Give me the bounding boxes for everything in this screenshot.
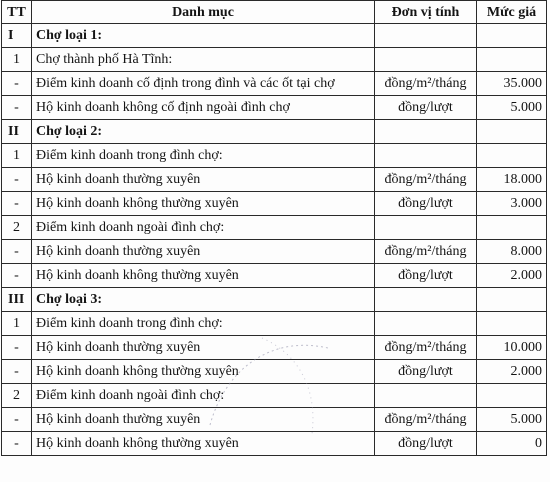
cell-price: 35.000 xyxy=(477,72,547,96)
cell-tt: 2 xyxy=(2,216,32,240)
cell-unit xyxy=(375,312,477,336)
cell-tt: - xyxy=(2,168,32,192)
market-fee-table xyxy=(1,0,547,456)
table-row xyxy=(2,432,547,456)
cell-tt: - xyxy=(2,96,32,120)
cell-unit: đồng/lượt xyxy=(375,432,477,456)
cell-tt: - xyxy=(2,72,32,96)
cell-unit: đồng/lượt xyxy=(375,96,477,120)
header-row xyxy=(2,1,547,24)
cell-unit xyxy=(375,24,477,48)
cell-category: Hộ kinh doanh thường xuyên xyxy=(32,408,375,432)
header-category: Danh mục xyxy=(32,1,375,24)
cell-unit xyxy=(375,216,477,240)
cell-unit: đồng/lượt xyxy=(375,264,477,288)
table-row xyxy=(2,96,547,120)
cell-unit xyxy=(375,288,477,312)
cell-tt: 1 xyxy=(2,312,32,336)
cell-category: Hộ kinh doanh thường xuyên xyxy=(32,168,375,192)
cell-price: 5.000 xyxy=(477,408,547,432)
cell-tt: II xyxy=(2,120,32,144)
cell-category: Hộ kinh doanh không thường xuyên xyxy=(32,432,375,456)
cell-price xyxy=(477,120,547,144)
cell-tt: - xyxy=(2,336,32,360)
cell-category: Chợ thành phố Hà Tĩnh: xyxy=(32,48,375,72)
cell-tt: - xyxy=(2,240,32,264)
cell-price: 0 xyxy=(477,432,547,456)
cell-price: 10.000 xyxy=(477,336,547,360)
cell-price xyxy=(477,48,547,72)
cell-tt: I xyxy=(2,24,32,48)
cell-unit xyxy=(375,120,477,144)
table-row xyxy=(2,216,547,240)
cell-unit: đồng/m²/tháng xyxy=(375,336,477,360)
cell-tt: - xyxy=(2,264,32,288)
cell-category: Điểm kinh doanh trong đình chợ: xyxy=(32,144,375,168)
cell-tt: - xyxy=(2,360,32,384)
cell-unit: đồng/lượt xyxy=(375,360,477,384)
cell-tt: - xyxy=(2,432,32,456)
cell-category: Điểm kinh doanh ngoài đình chợ: xyxy=(32,216,375,240)
cell-category: Chợ loại 1: xyxy=(32,24,375,48)
header-price: Mức giá xyxy=(477,1,547,24)
cell-unit: đồng/lượt xyxy=(375,192,477,216)
cell-category: Điểm kinh doanh cố định trong đình và các ốt tại chợ xyxy=(32,72,375,96)
table-row xyxy=(2,384,547,408)
cell-tt: - xyxy=(2,408,32,432)
header-unit: Đơn vị tính xyxy=(375,1,477,24)
cell-unit: đồng/m²/tháng xyxy=(375,240,477,264)
table-row xyxy=(2,264,547,288)
cell-price xyxy=(477,216,547,240)
table-row xyxy=(2,72,547,96)
cell-unit xyxy=(375,384,477,408)
cell-category: Hộ kinh doanh thường xuyên xyxy=(32,240,375,264)
table-row xyxy=(2,360,547,384)
cell-price: 3.000 xyxy=(477,192,547,216)
cell-category: Điểm kinh doanh ngoài đình chợ: xyxy=(32,384,375,408)
section-row xyxy=(2,24,547,48)
cell-category: Hộ kinh doanh thường xuyên xyxy=(32,336,375,360)
table-body xyxy=(2,24,547,456)
table-row xyxy=(2,336,547,360)
table-header xyxy=(2,1,547,24)
cell-tt: - xyxy=(2,192,32,216)
header-tt: TT xyxy=(2,1,32,24)
cell-category: Hộ kinh doanh không cố định ngoài đình chợ xyxy=(32,96,375,120)
cell-price: 2.000 xyxy=(477,264,547,288)
cell-tt: 1 xyxy=(2,144,32,168)
cell-tt: 2 xyxy=(2,384,32,408)
cell-unit: đồng/m²/tháng xyxy=(375,168,477,192)
cell-category: Hộ kinh doanh không thường xuyên xyxy=(32,360,375,384)
cell-price: 8.000 xyxy=(477,240,547,264)
cell-price: 5.000 xyxy=(477,96,547,120)
cell-category: Chợ loại 2: xyxy=(32,120,375,144)
cell-price: 18.000 xyxy=(477,168,547,192)
cell-unit xyxy=(375,144,477,168)
cell-price xyxy=(477,288,547,312)
cell-price: 2.000 xyxy=(477,360,547,384)
cell-category: Hộ kinh doanh không thường xuyên xyxy=(32,264,375,288)
section-row xyxy=(2,120,547,144)
cell-category: Điểm kinh doanh trong đình chợ: xyxy=(32,312,375,336)
cell-price xyxy=(477,24,547,48)
cell-unit xyxy=(375,48,477,72)
cell-price xyxy=(477,144,547,168)
table-row xyxy=(2,240,547,264)
table-row xyxy=(2,192,547,216)
cell-category: Chợ loại 3: xyxy=(32,288,375,312)
table-row xyxy=(2,408,547,432)
table-row xyxy=(2,312,547,336)
cell-price xyxy=(477,384,547,408)
cell-tt: 1 xyxy=(2,48,32,72)
cell-unit: đồng/m²/tháng xyxy=(375,72,477,96)
section-row xyxy=(2,288,547,312)
table-row xyxy=(2,168,547,192)
table-row xyxy=(2,144,547,168)
cell-price xyxy=(477,312,547,336)
cell-tt: III xyxy=(2,288,32,312)
cell-category: Hộ kinh doanh không thường xuyên xyxy=(32,192,375,216)
table-row xyxy=(2,48,547,72)
cell-unit: đồng/m²/tháng xyxy=(375,408,477,432)
